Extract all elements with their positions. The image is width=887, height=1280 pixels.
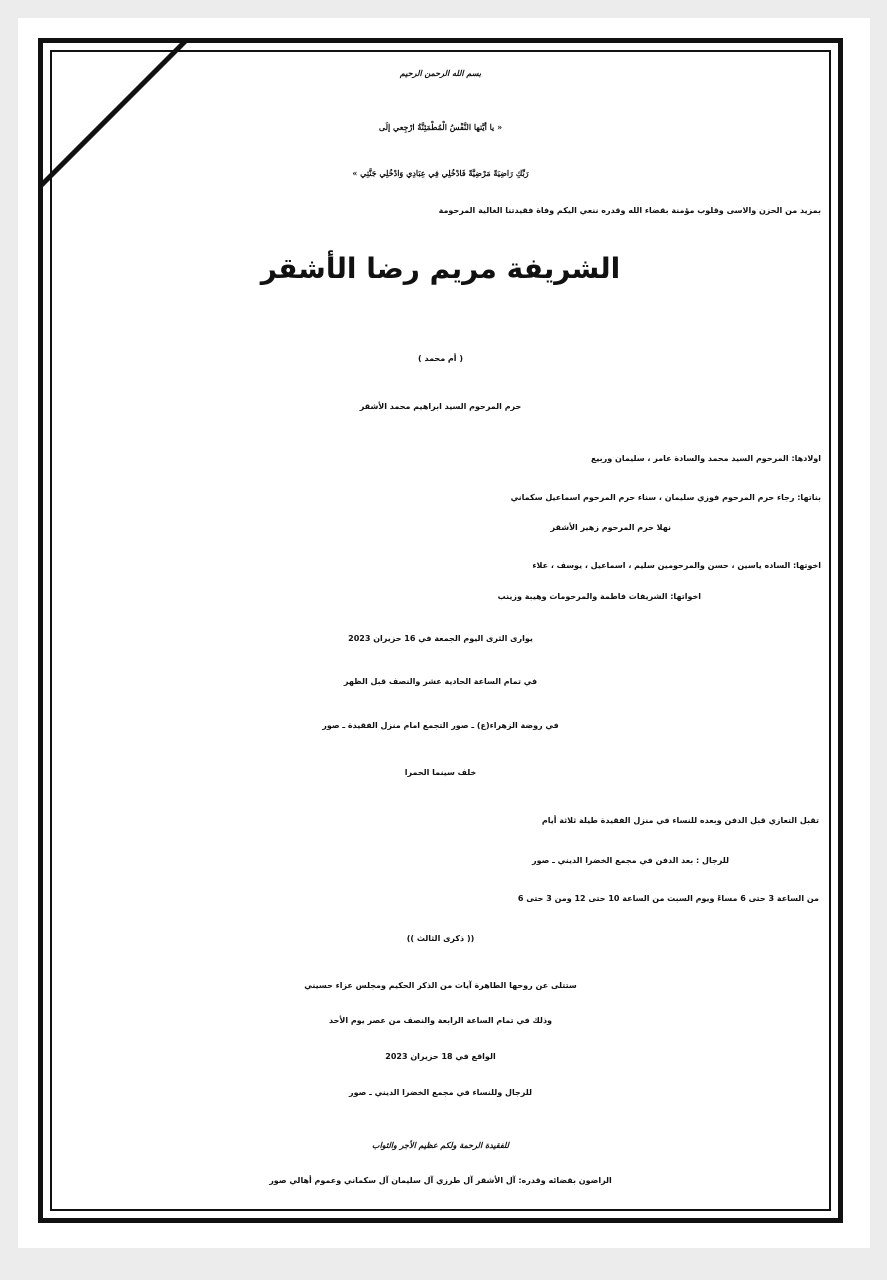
third-day-line-4: للرجال وللنساء في مجمع الخضرا الديني ـ صور [348, 1088, 532, 1097]
third-day-line-2: وذلك في تمام الساعة الرابعة والنصف من عصر يوم الأحد [328, 1016, 553, 1025]
burial-line-1: يوارى الثرى اليوم الجمعة في 16 حزيران 2023 [348, 634, 533, 643]
family-sons: اولادها: المرحوم السيد محمد والسادة عامر ، سليمان وربيع [590, 454, 821, 463]
condolences-line-1: تقبل التعازي قبل الدفن وبعده للنساء في منزل الفقيدة طيلة ثلاثة أيام [541, 816, 819, 825]
family-daughters-cont: نهلا حرم المرحوم زهير الأشقر [550, 523, 671, 532]
notice-content [56, 56, 825, 1206]
burial-line-3: في روضة الزهراء(ع) ـ صور التجمع امام منزل الفقيدة ـ صور [322, 721, 559, 730]
intro-text: بمزيد من الحزن والاسى وقلوب مؤمنة بقضاء الله وقدره ننعي اليكم وفاة فقيدتنا الغالية المرحومة [438, 206, 821, 215]
quran-verse-line-2: رَبِّكِ رَاضِيَةً مَرْضِيَّةً فَادْخُلِي فِي عِبَادِي وَادْخُلِي جَنَّتِي » [352, 168, 529, 178]
bismillah: بسم الله الرحمن الرحيم [399, 68, 482, 78]
condolences-line-2: للرجال : بعد الدفن في مجمع الخضرا الديني ـ صور [532, 856, 729, 865]
deceased-spouse: حرم المرحوم السيد ابراهيم محمد الأشقر [359, 402, 522, 411]
deceased-kunya: ( أم محمد ) [418, 354, 463, 363]
closing-prayer: للفقيدة الرحمة ولكم عظيم الأجر والثواب [372, 1140, 509, 1150]
third-day-title: (( ذكرى الثالث )) [406, 934, 475, 943]
condolences-line-3: من الساعة 3 حتى 6 مساءً ويوم السبت من الساعة 10 حتى 12 ومن 3 حتى 6 [517, 894, 819, 903]
burial-line-4: خلف سينما الحمرا [404, 768, 477, 777]
deceased-name: الشريفة مريم رضا الأشقر [260, 252, 621, 285]
third-day-line-1: ستتلى عن روحها الطاهرة آيات من الذكر الحكيم ومجلس عزاء حسيني [304, 981, 577, 990]
third-day-line-3: الواقع في 18 حزيران 2023 [385, 1052, 496, 1061]
family-daughters: بناتها: رجاء حرم المرحوم فوزي سليمان ، سناء حرم المرحوم اسماعيل سكماني [510, 493, 821, 502]
quran-verse-line-1: « يا أيَّتها النَّفْسُ الْمُطْمَئِنَّةُ ارْجِعي إلَى [378, 122, 503, 132]
family-sisters: اخواتها: الشريفات فاطمة والمرحومات وهيبة وزينب [497, 592, 701, 601]
family-brothers: اخوتها: الساده ياسين ، حسن والمرحومين سليم ، اسماعيل ، يوسف ، علاء [532, 561, 821, 570]
signers: الراضون بقضائه وقدره: آل الأشقر آل طرزي آل سليمان آل سكماني وعموم أهالي صور [269, 1176, 612, 1185]
burial-line-2: في تمام الساعة الحادية عشر والنصف قبل الظهر [343, 677, 538, 686]
